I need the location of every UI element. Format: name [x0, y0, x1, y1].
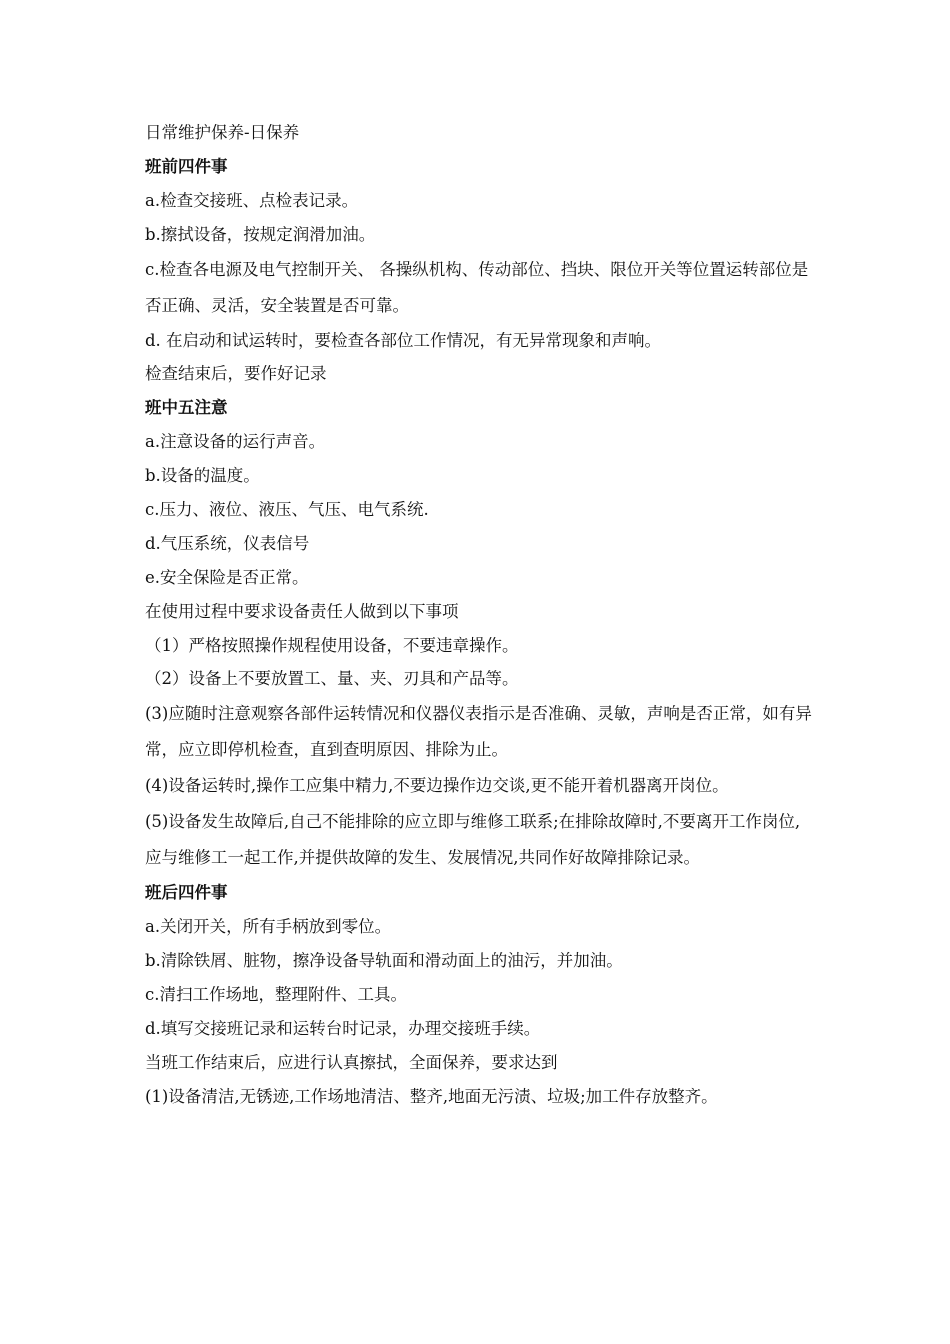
list-item: (1)设备清洁,无锈迹,工作场地清洁、整齐,地面无污渍、垃圾;加工件存放整齐。: [145, 1086, 718, 1106]
list-item: 当班工作结束后，应进行认真擦拭，全面保养，要求达到: [145, 1052, 558, 1072]
section-heading-post-shift: 班后四件事: [145, 883, 228, 903]
list-item: 检查结束后，要作好记录: [145, 364, 327, 384]
list-item: (4)设备运转时,操作工应集中精力,不要边操作边交谈,更不能开着机器离开岗位。: [145, 776, 729, 796]
list-item: b.擦拭设备，按规定润滑加油。: [145, 224, 376, 244]
list-item: c.检查各电源及电气控制开关、 各操纵机构、传动部位、挡块、限位开关等位置运转部位是否正确、灵活，安全装置是否可靠。: [145, 259, 809, 315]
list-item: d.填写交接班记录和运转台时记录，办理交接班手续。: [145, 1018, 541, 1038]
list-item: c.清扫工作场地，整理附件、工具。: [145, 985, 407, 1005]
list-item: d. 在启动和试运转时，要检查各部位工作情况，有无异常现象和声响。: [145, 330, 662, 350]
list-item: c.压力、液位、液压、气压、电气系统.: [145, 500, 429, 520]
list-item: （1）严格按照操作规程使用设备，不要违章操作。: [145, 635, 519, 655]
list-item: （2）设备上不要放置工、量、夹、刃具和产品等。: [145, 669, 519, 689]
list-item: (5)设备发生故障后,自己不能排除的应立即与维修工联系;在排除故障时,不要离开工作岗位,应与维修工一起工作,并提供故障的发生、发展情况,共同作好故障排除记录。: [145, 812, 801, 868]
list-item: b.设备的温度。: [145, 466, 260, 486]
list-item: d.气压系统，仪表信号: [145, 533, 310, 553]
list-item: e.安全保险是否正常。: [145, 567, 309, 587]
list-item: a.检查交接班、点检表记录。: [145, 190, 359, 210]
document-title: 日常维护保养-日保养: [145, 123, 300, 142]
list-item: a.关闭开关，所有手柄放到零位。: [145, 917, 392, 937]
list-item: a.注意设备的运行声音。: [145, 432, 326, 452]
list-item: b.清除铁屑、脏物，擦净设备导轨面和滑动面上的油污，并加油。: [145, 951, 623, 971]
document-body: [145, 116, 825, 1114]
section-heading-mid-shift: 班中五注意: [145, 398, 228, 418]
list-item: 在使用过程中要求设备责任人做到以下事项: [145, 601, 459, 621]
list-item: (3)应随时注意观察各部件运转情况和仪器仪表指示是否准确、灵敏，声响是否正常，如有异常，应立即停机检查，直到查明原因、排除为止。: [145, 704, 812, 760]
section-heading-pre-shift: 班前四件事: [145, 156, 228, 176]
